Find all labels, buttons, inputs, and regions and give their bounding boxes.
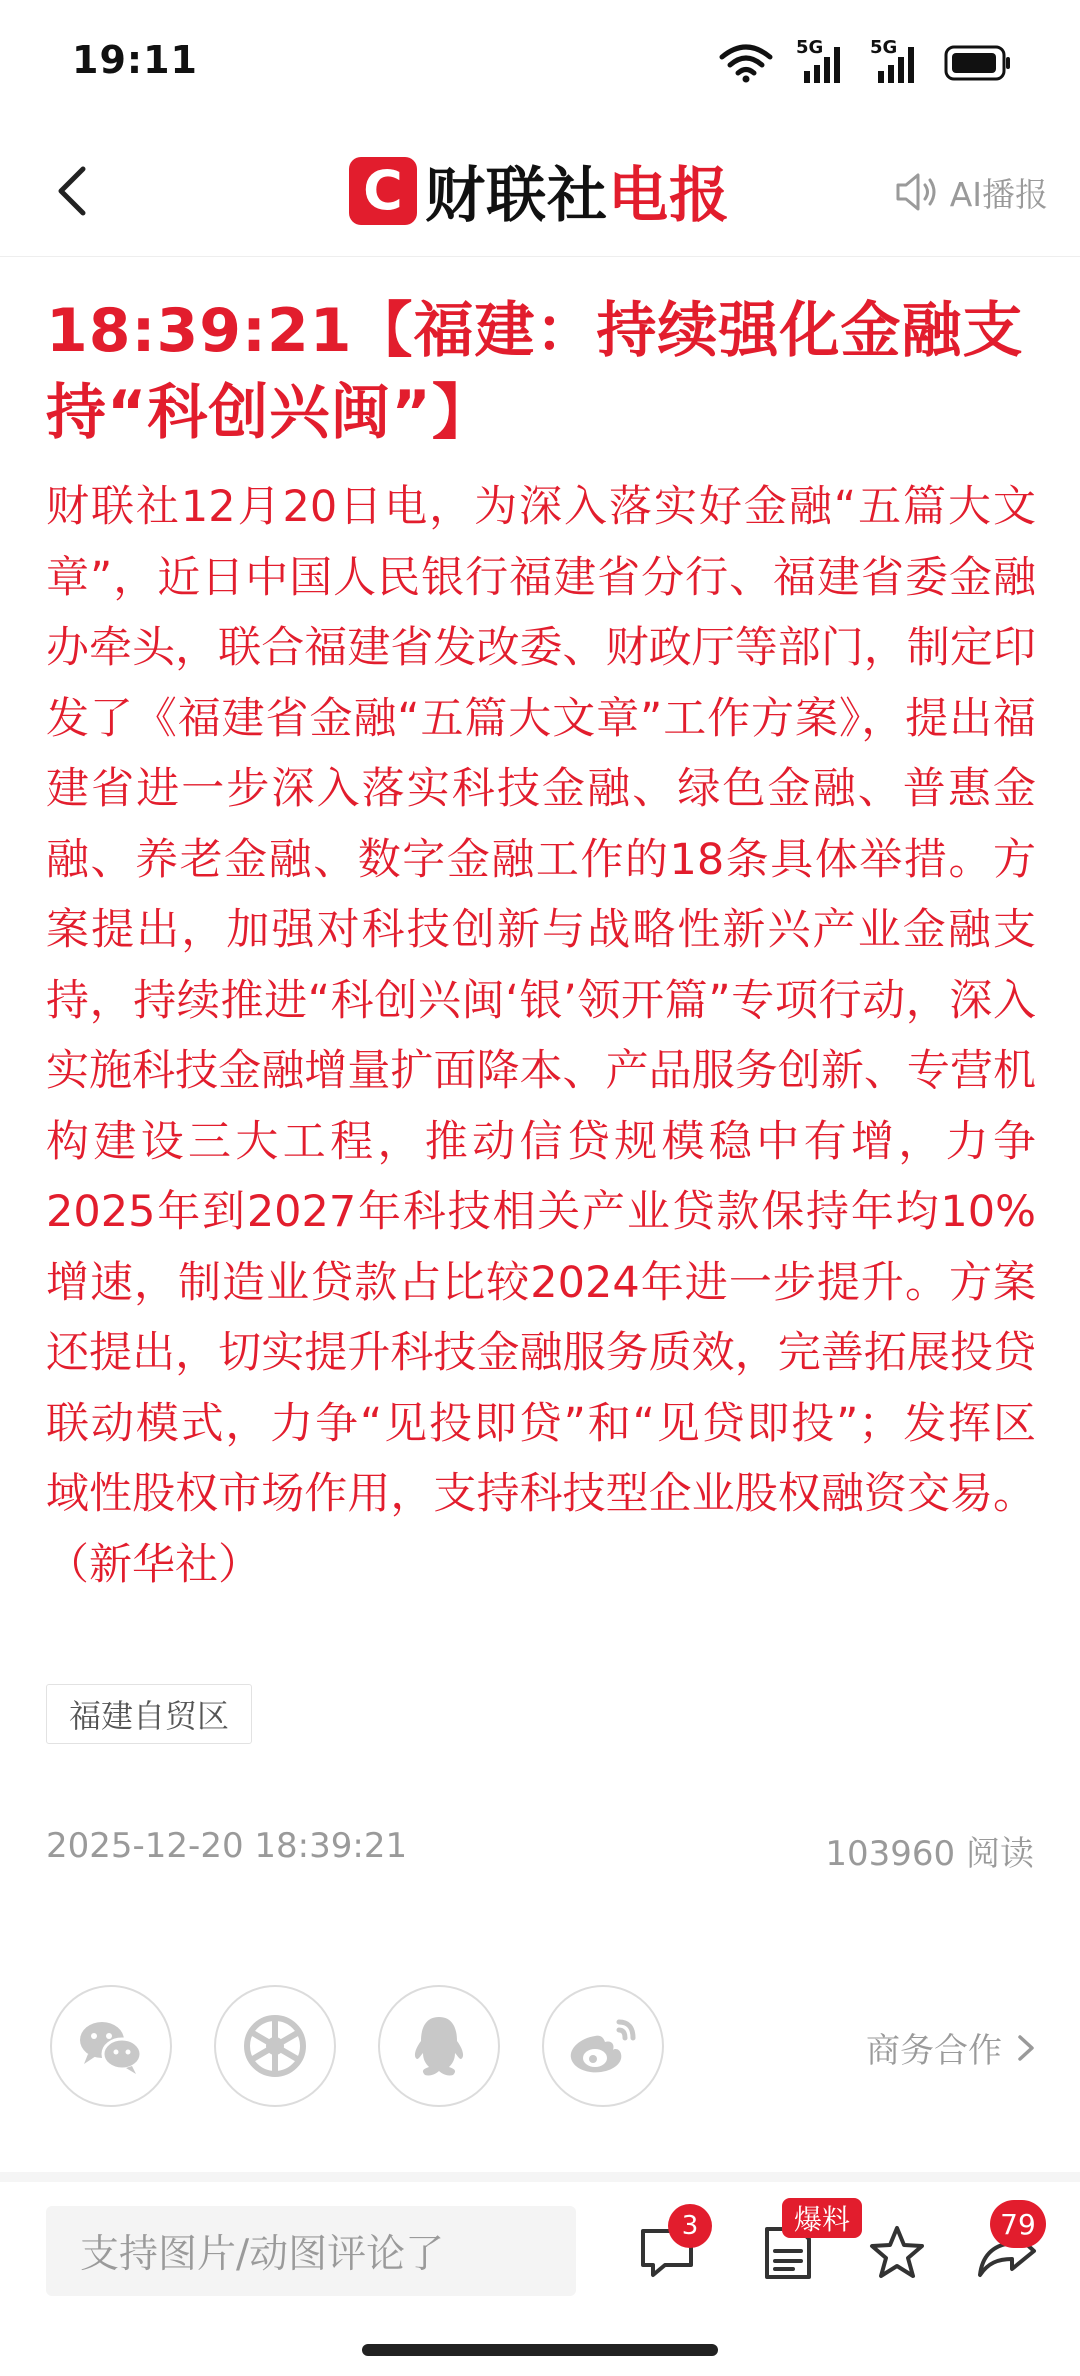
share-count-badge: 79 bbox=[990, 2200, 1046, 2248]
signal-icon-2 bbox=[870, 37, 922, 85]
network-label-2: 5G bbox=[870, 37, 898, 58]
comment-count-badge: 3 bbox=[668, 2204, 712, 2248]
signal-icon bbox=[796, 37, 848, 85]
business-cooperation-link[interactable] bbox=[866, 2023, 1036, 2072]
logo-text-red: 电报 bbox=[608, 161, 730, 231]
back-button[interactable] bbox=[38, 156, 108, 226]
speaker-icon bbox=[894, 171, 940, 213]
brand-logo bbox=[349, 150, 730, 232]
publish-date: 2025-12-20 18:39:21 bbox=[46, 1826, 408, 1866]
wechat-icon bbox=[76, 2016, 146, 2076]
share-row bbox=[0, 1985, 1080, 2110]
chevron-left-icon bbox=[53, 163, 93, 219]
share-qq-button[interactable] bbox=[378, 1985, 500, 2107]
weibo-icon bbox=[567, 2016, 639, 2076]
moments-icon bbox=[241, 2012, 309, 2080]
topic-tag[interactable]: 福建自贸区 bbox=[46, 1684, 252, 1744]
qq-icon bbox=[411, 2013, 467, 2079]
status-icons bbox=[718, 38, 1012, 88]
tip-off-badge: 爆料 bbox=[782, 2198, 862, 2238]
bottom-action-bar bbox=[0, 2182, 1080, 2376]
app-header bbox=[0, 130, 1080, 257]
share-weibo-button[interactable] bbox=[542, 1985, 664, 2107]
read-count: 103960 阅读 bbox=[825, 1834, 1034, 1874]
home-indicator[interactable] bbox=[362, 2344, 718, 2356]
ai-broadcast-button[interactable] bbox=[894, 162, 1048, 222]
bottom-divider bbox=[0, 2172, 1080, 2182]
logo-text-black: 财联社 bbox=[425, 161, 608, 231]
chevron-right-icon bbox=[1016, 2033, 1036, 2063]
article-body: 财联社12月20日电，为深入落实好金融“五篇大文章”，近日中国人民银行福建省分行、福建省委金融办牵头，联合福建省发改委、财政厅等部门，制定印发了《福建省金融“五篇大文章”工作方案》，提出福建省进一步深入落实科技金融、绿色金融、普惠金融、养老金融、数字金融工作的18条具体举措。方案提出，加强对科技创新与战略性新兴产业金融支持，持续推进“科创兴闽‘银’领开篇”专项行动，深入实施科技金融增量扩面降本、产品服务创新、专营机构建设三大工程，推动信贷规模稳中有增，力争2025年到2027年科技相关产业贷款保持年均10%增速，制造业贷款占比较2024年进一步提升。方案还提出，切实提升科技金融服务质效，完善拓展投贷联动模式，力争“见投即贷”和“见贷即投”；发挥区域性股权市场作用，支持科技型企业股权融资交易。（新华社） bbox=[46, 482, 1036, 1590]
status-bar bbox=[0, 0, 1080, 130]
battery-icon bbox=[944, 45, 1012, 81]
network-label: 5G bbox=[796, 37, 824, 58]
article-title: 18:39:21【福建：持续强化金融支持“科创兴闽”】 bbox=[46, 296, 1024, 448]
logo-text bbox=[425, 148, 730, 234]
business-cooperation-label: 商务合作 bbox=[866, 2031, 1002, 2071]
ai-broadcast-label: AI播报 bbox=[949, 174, 1048, 214]
favorite-button[interactable] bbox=[862, 2218, 932, 2288]
logo-letter: C bbox=[363, 159, 403, 222]
star-icon bbox=[867, 2223, 927, 2283]
share-wechat-button[interactable] bbox=[50, 1985, 172, 2107]
share-moments-button[interactable] bbox=[214, 1985, 336, 2107]
logo-badge bbox=[349, 157, 417, 225]
article bbox=[46, 290, 1036, 1600]
wifi-icon bbox=[718, 43, 774, 83]
comment-input[interactable]: 支持图片/动图评论了 bbox=[46, 2206, 576, 2296]
status-time: 19:11 bbox=[72, 38, 198, 82]
